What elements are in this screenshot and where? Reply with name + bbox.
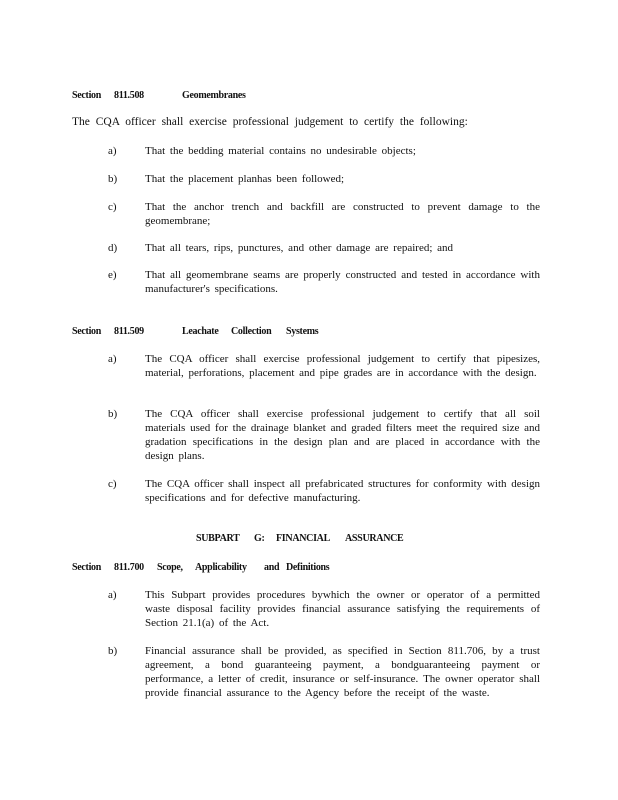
item-letter: e) — [108, 269, 117, 281]
subpart-word: SUBPART — [196, 533, 240, 544]
section-title-word: and — [264, 562, 280, 573]
section-number: 811.700 — [114, 562, 144, 573]
section-title: Geomembranes — [182, 90, 246, 101]
section-title-word: Definitions — [286, 562, 330, 573]
section-title-word: Leachate — [182, 326, 219, 337]
item-letter: a) — [108, 589, 117, 601]
item-letter: c) — [108, 478, 117, 490]
section-title-word: Systems — [286, 326, 319, 337]
subpart-letter: G: — [254, 533, 265, 544]
item-text: That the anchor trench and backfill are constructed to prevent damage to the geomembrane; — [145, 201, 540, 227]
item-letter: c) — [108, 201, 117, 213]
section-title-word: Scope, — [157, 562, 183, 573]
item-text: This Subpart provides procedures bywhich the owner or operator of a permitted waste disposal facility provides financial assurance satisfying the requirements of Section 21.1(a) of the Act. — [145, 589, 540, 629]
section-number: 811.508 — [114, 90, 144, 101]
item-letter: b) — [108, 645, 118, 657]
section-label: Section — [72, 326, 102, 337]
section-label: Section — [72, 90, 102, 101]
item-letter: a) — [108, 353, 117, 365]
item-letter: d) — [108, 242, 118, 254]
section-number: 811.509 — [114, 326, 144, 337]
item-text: The CQA officer shall inspect all prefabricated structures for conformity with design specifications and for defective manufacturing. — [145, 478, 540, 504]
item-text: That all tears, rips, punctures, and other damage are repaired; and — [145, 242, 454, 254]
section-title-word: Collection — [231, 326, 272, 337]
subpart-heading — [0, 533, 618, 545]
item-letter: b) — [108, 173, 118, 185]
item-text: That the placement planhas been followed; — [145, 173, 345, 185]
section-title-word: Applicability — [195, 562, 247, 573]
item-text: The CQA officer shall exercise professional judgement to certify that all soil materials used for the drainage blanket and graded filters meet the required size and gradation specifications in the design plan and are placed in accordance with the design plans. — [145, 408, 540, 462]
section-label: Section — [72, 562, 102, 573]
section-heading-811-700 — [0, 562, 618, 574]
section-intro: The CQA officer shall exercise professional judgement to certify the following: — [72, 116, 468, 128]
section-heading-811-508 — [0, 90, 618, 102]
item-text: That all geomembrane seams are properly constructed and tested in accordance with manufacturer's specifications. — [145, 269, 540, 295]
item-letter: a) — [108, 145, 117, 157]
subpart-title-word: ASSURANCE — [345, 533, 404, 544]
item-letter: b) — [108, 408, 118, 420]
section-heading-811-509 — [0, 326, 618, 338]
subpart-title-word: FINANCIAL — [276, 533, 330, 544]
item-text: That the bedding material contains no undesirable objects; — [145, 145, 416, 157]
item-text: The CQA officer shall exercise professional judgement to certify that pipesizes, material, perforations, placement and pipe grades are in accordance with the design. — [145, 353, 540, 379]
item-text: Financial assurance shall be provided, as specified in Section 811.706, by a trust agreement, a bond guaranteeing payment, a bondguaranteeing payment or performance, a letter of credit, insurance or self-insurance. The owner operator shall provide financial assurance to the Agency before the receipt of the waste. — [145, 645, 540, 699]
